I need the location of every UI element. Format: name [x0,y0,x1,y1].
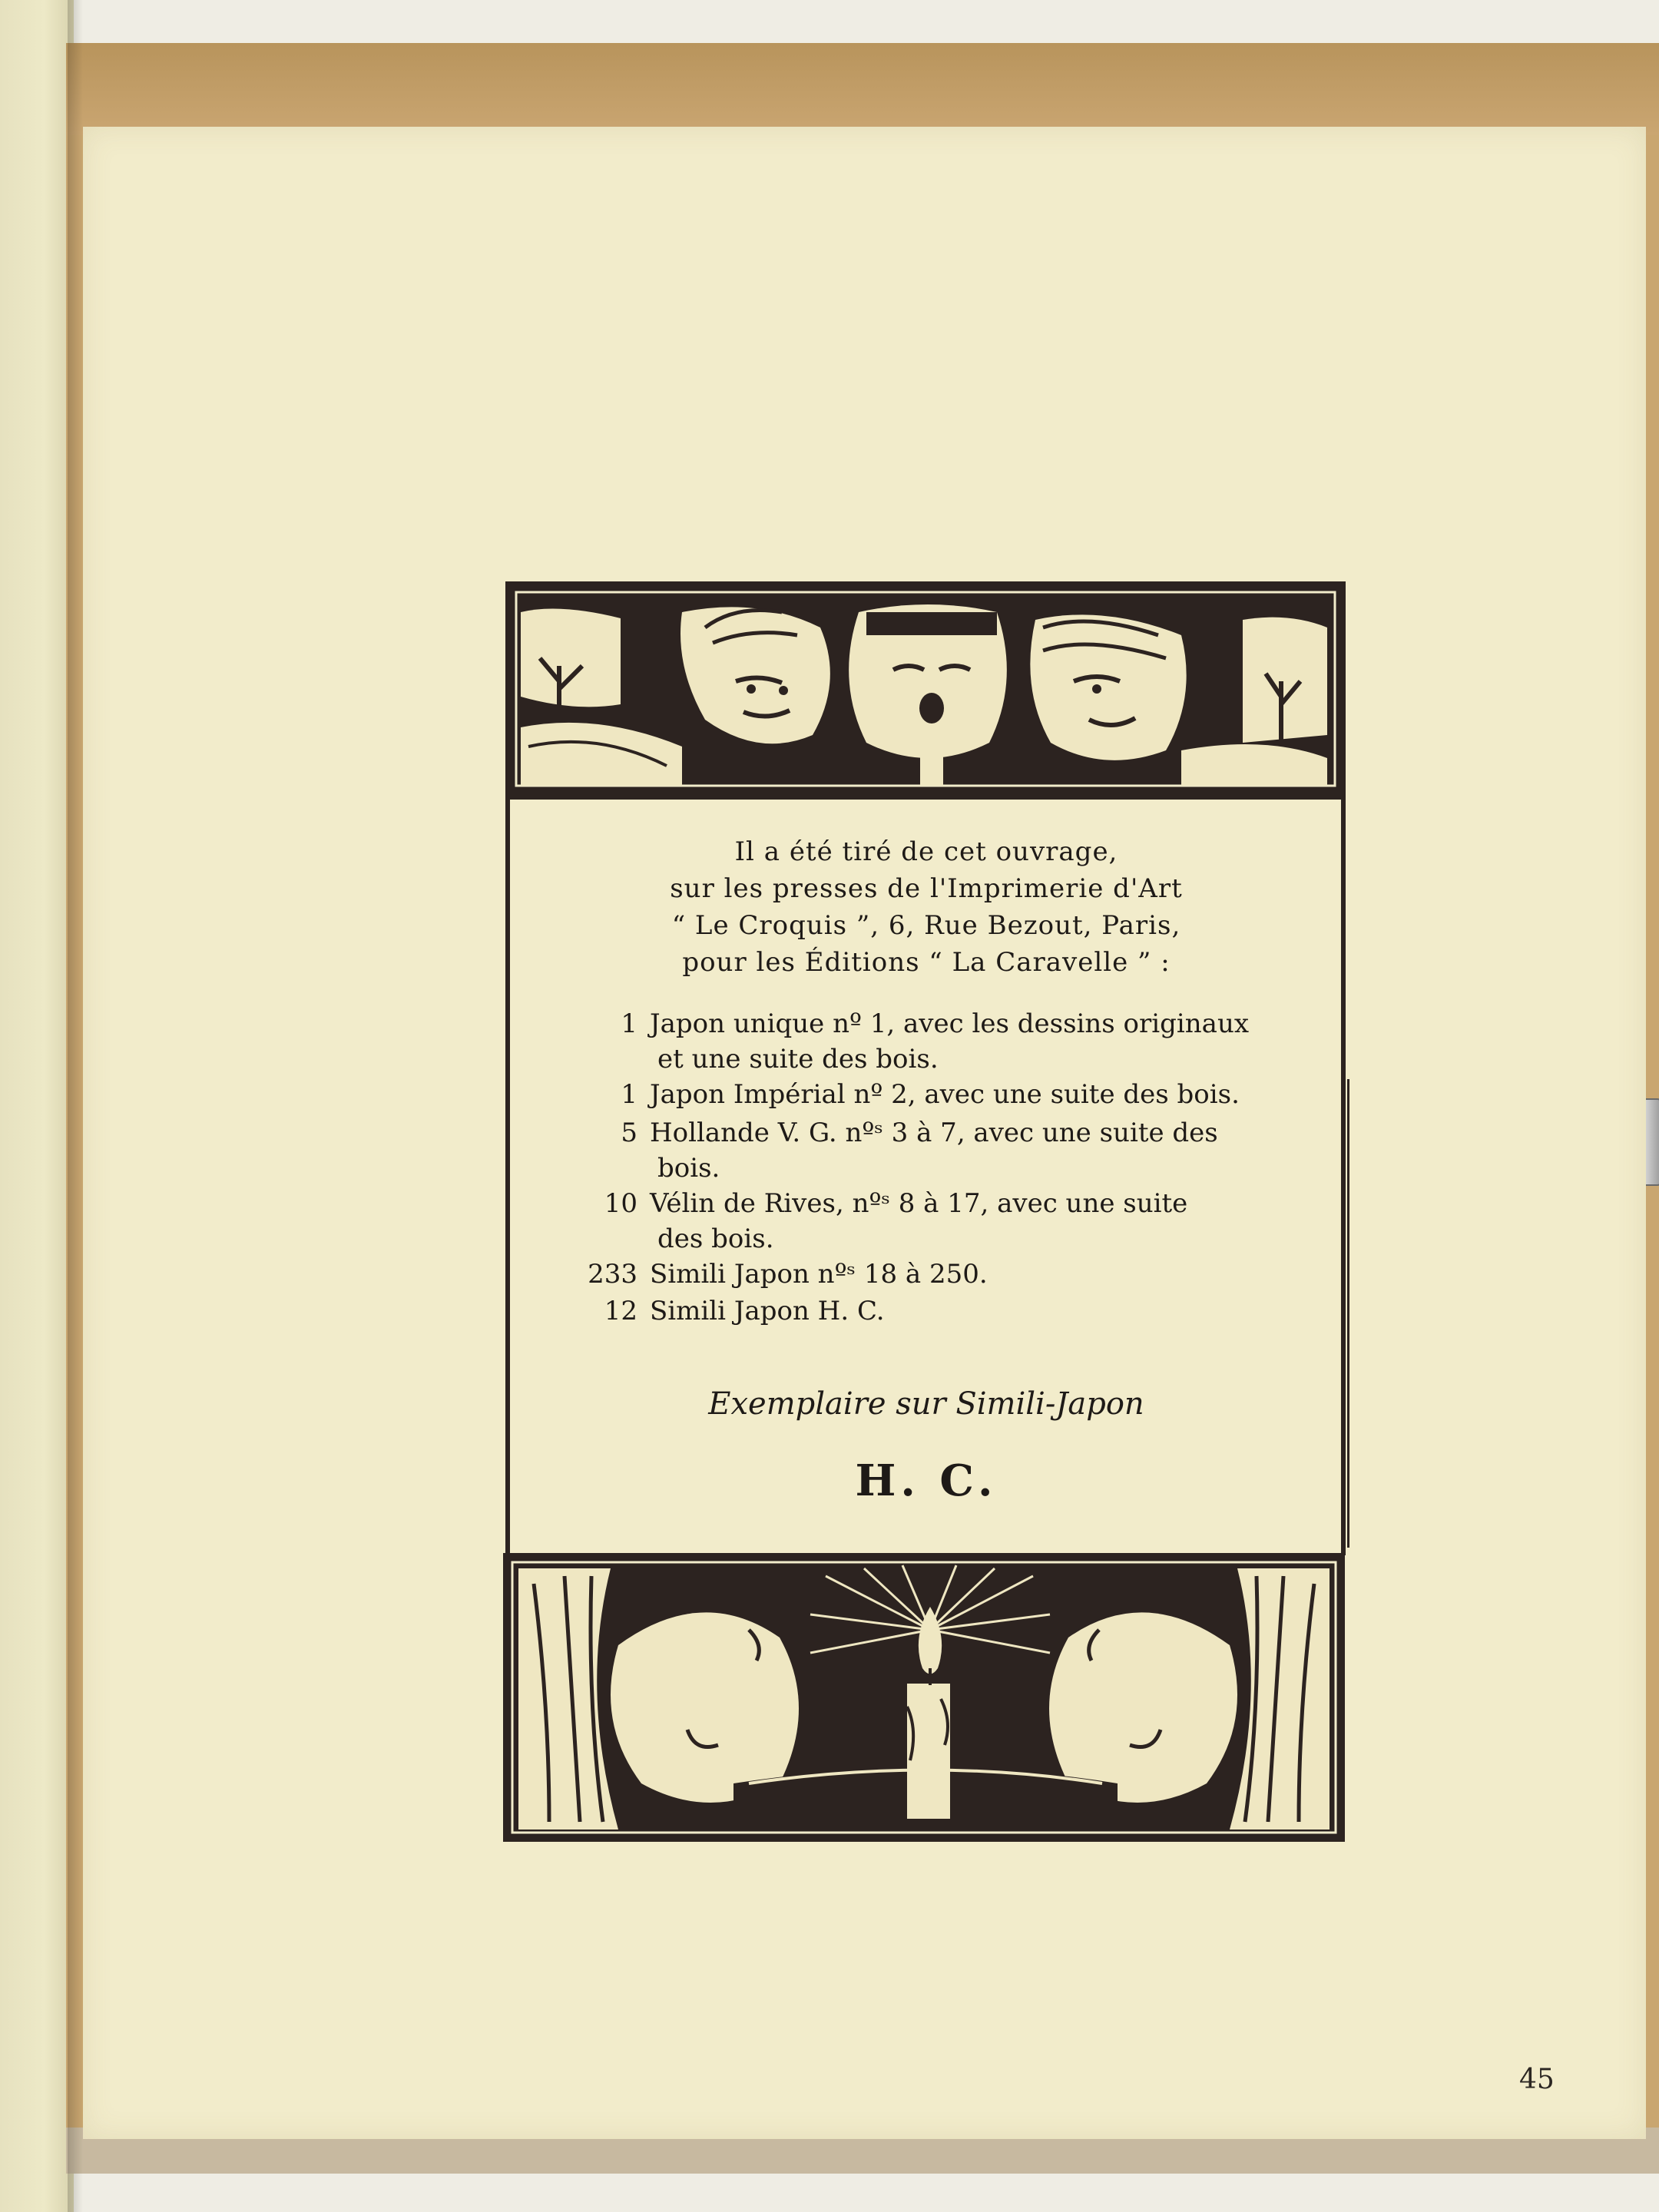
edition-description-cont: et une suite des bois. [657,1044,939,1075]
edition-entry [513,1118,1339,1188]
edition-list [513,1008,1339,1333]
edition-entry [513,1079,1339,1118]
frame-left-rule [505,795,510,1555]
edition-count: 1 [621,1008,637,1039]
wrapper-fold [66,43,1659,135]
edition-count: 10 [604,1188,637,1219]
edition-count: 1 [621,1079,637,1110]
edition-entry [513,1296,1339,1333]
colophon-intro [513,833,1339,981]
edition-count: 12 [604,1296,637,1326]
faces-woodcut-icon [505,581,1346,800]
book-page [83,127,1646,2139]
page-number: 45 [1519,2064,1555,2095]
intro-line: “ Le Croquis ”, 6, Rue Bezout, Paris, [671,910,1181,941]
edition-entry [513,1188,1339,1259]
edition-entry [513,1259,1339,1296]
woodcut-bottom-illustration [503,1553,1345,1842]
intro-line: Il a été tiré de cet ouvrage, [734,836,1118,867]
gutter-shadow [68,0,83,2212]
edition-description-cont: bois. [657,1153,720,1184]
edition-description: Simili Japon nºˢ 18 à 250. [650,1259,988,1290]
copy-number: H. C. [855,1455,998,1506]
intro-line: sur les presses de l'Imprimerie d'Art [670,873,1183,904]
edition-description: Simili Japon H. C. [650,1296,885,1326]
edition-description-cont: des bois. [657,1224,774,1254]
copy-label: Exemplaire sur Simili-Japon [708,1386,1144,1422]
frame-right-outer-rule [1347,1079,1349,1548]
edition-description: Hollande V. G. nºˢ 3 à 7, avec une suite des [650,1118,1218,1148]
edition-description: Japon Impérial nº 2, avec une suite des bois. [650,1079,1240,1110]
edition-count: 5 [621,1118,637,1148]
left-page-edge [0,0,74,2212]
colophon-text-block [513,833,1339,1506]
edition-description: Japon unique nº 1, avec les dessins originaux [650,1008,1250,1039]
edition-entry [513,1008,1339,1079]
frame-right-rule [1341,795,1346,1555]
intro-line: pour les Éditions “ La Caravelle ” : [682,947,1171,978]
edition-description: Vélin de Rives, nºˢ 8 à 17, avec une suite [650,1188,1188,1219]
edition-count: 233 [588,1259,637,1290]
woodcut-top-illustration [505,581,1346,800]
candle-woodcut-icon [503,1553,1345,1842]
